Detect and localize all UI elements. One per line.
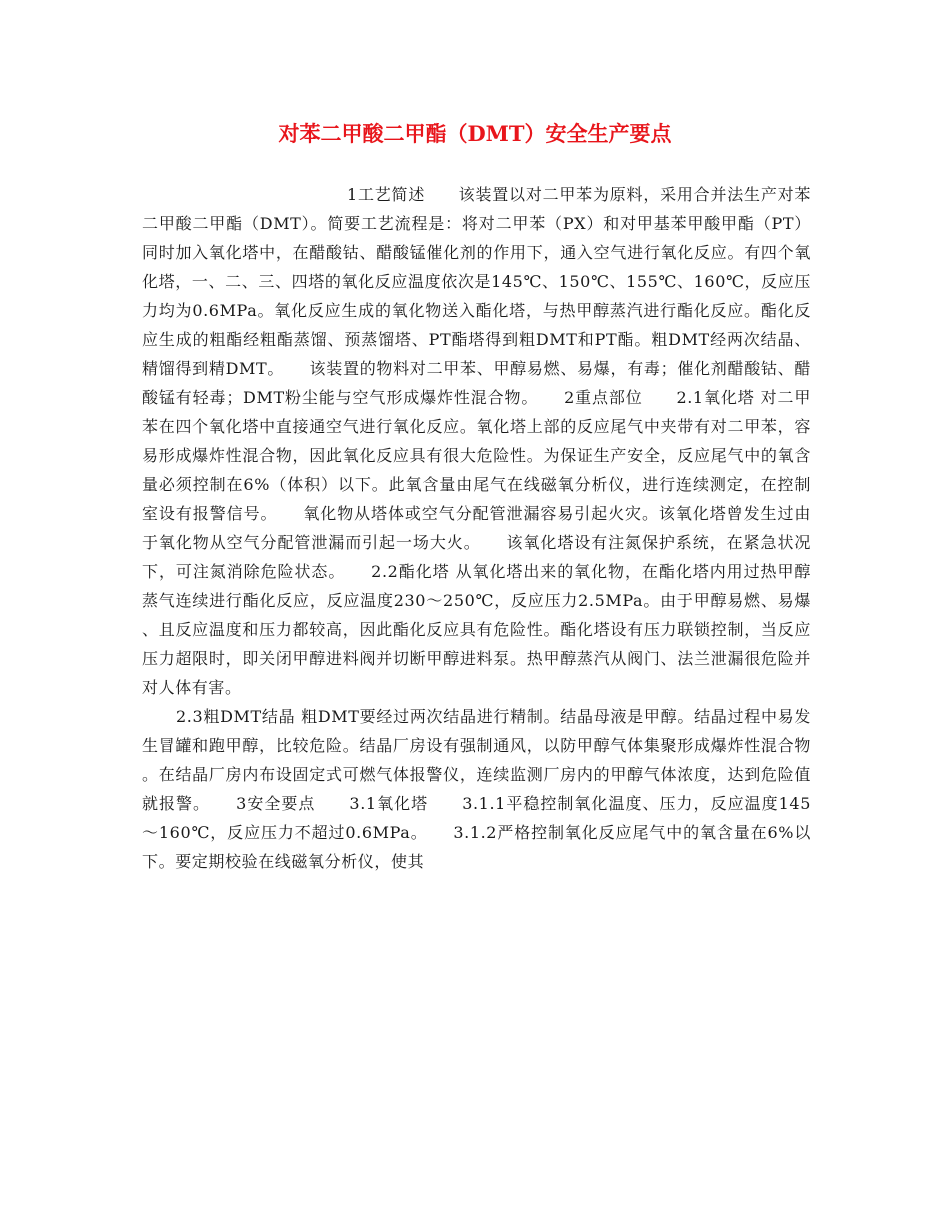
document-body (142, 180, 811, 876)
body-paragraph: 2.3粗DMT结晶 粗DMT要经过两次结晶进行精制。结晶母液是甲醇。结晶过程中易发生冒罐和跑甲醇，比较危险。结晶厂房设有强制通风，以防甲醇气体集聚形成爆炸性混合物。在结晶厂房内布设固定式可燃气体报警仪，连续监测厂房内的甲醇气体浓度，达到危险值就报警。 3安全要点 3.1氧化塔 3.1.1平稳控制氧化温度、压力，反应温度145～160℃，反应压力不超过0.6MPa。 3.1.2严格控制氧化反应尾气中的氧含量在6%以下。要定期校验在线磁氧分析仪，使其 (142, 707, 811, 871)
document-title: 对苯二甲酸二甲酯（DMT）安全生产要点 (278, 121, 672, 146)
body-paragraph: 1工艺简述 该装置以对二甲苯为原料，采用合并法生产对苯二甲酸二甲酯（DMT）。简要工艺流程是：将对二甲苯（PX）和对甲基苯甲酸甲酯（PT）同时加入氧化塔中，在醋酸钴、醋酸锰催化剂的作用下，通入空气进行氧化反应。有四个氧化塔，一、二、三、四塔的氧化反应温度依次是145℃、150℃、155℃、160℃，反应压力均为0.6MPa。氧化反应生成的氧化物送入酯化塔，与热甲醇蒸汽进行酯化反应。酯化反应生成的粗酯经粗酯蒸馏、预蒸馏塔、PT酯塔得到粗DMT和PT酯。粗DMT经两次结晶、精馏得到精DMT。 该装置的物料对二甲苯、甲醇易燃、易爆，有毒；催化剂醋酸钴、醋酸锰有轻毒；DMT粉尘能与空气形成爆炸性混合物。 2重点部位 2.1氧化塔 对二甲苯在四个氧化塔中直接通空气进行氧化反应。氧化塔上部的反应尾气中夹带有对二甲苯，容易形成爆炸性混合物，因此氧化反应具有很大危险性。为保证生产安全，反应尾气中的氧含量必须控制在6%（体积）以下。此氧含量由尾气在线磁氧分析仪，进行连续测定，在控制室设有报警信号。 氧化物从塔体或空气分配管泄漏容易引起火灾。该氧化塔曾发生过由于氧化物从空气分配管泄漏而引起一场大火。 该氧化塔设有注氮保护系统，在紧急状况下，可注氮消除危险状态。 2.2酯化塔 从氧化塔出来的氧化物，在酯化塔内用过热甲醇蒸气连续进行酯化反应，反应温度230～250℃，反应压力2.5MPa。由于甲醇易燃、易爆、且反应温度和压力都较高，因此酯化反应具有危险性。酯化塔设有压力联锁控制，当反应压力超限时，即关闭甲醇进料阀并切断甲醇进料泵。热甲醇蒸汽从阀门、法兰泄漏很危险并对人体有害。 (142, 185, 811, 697)
